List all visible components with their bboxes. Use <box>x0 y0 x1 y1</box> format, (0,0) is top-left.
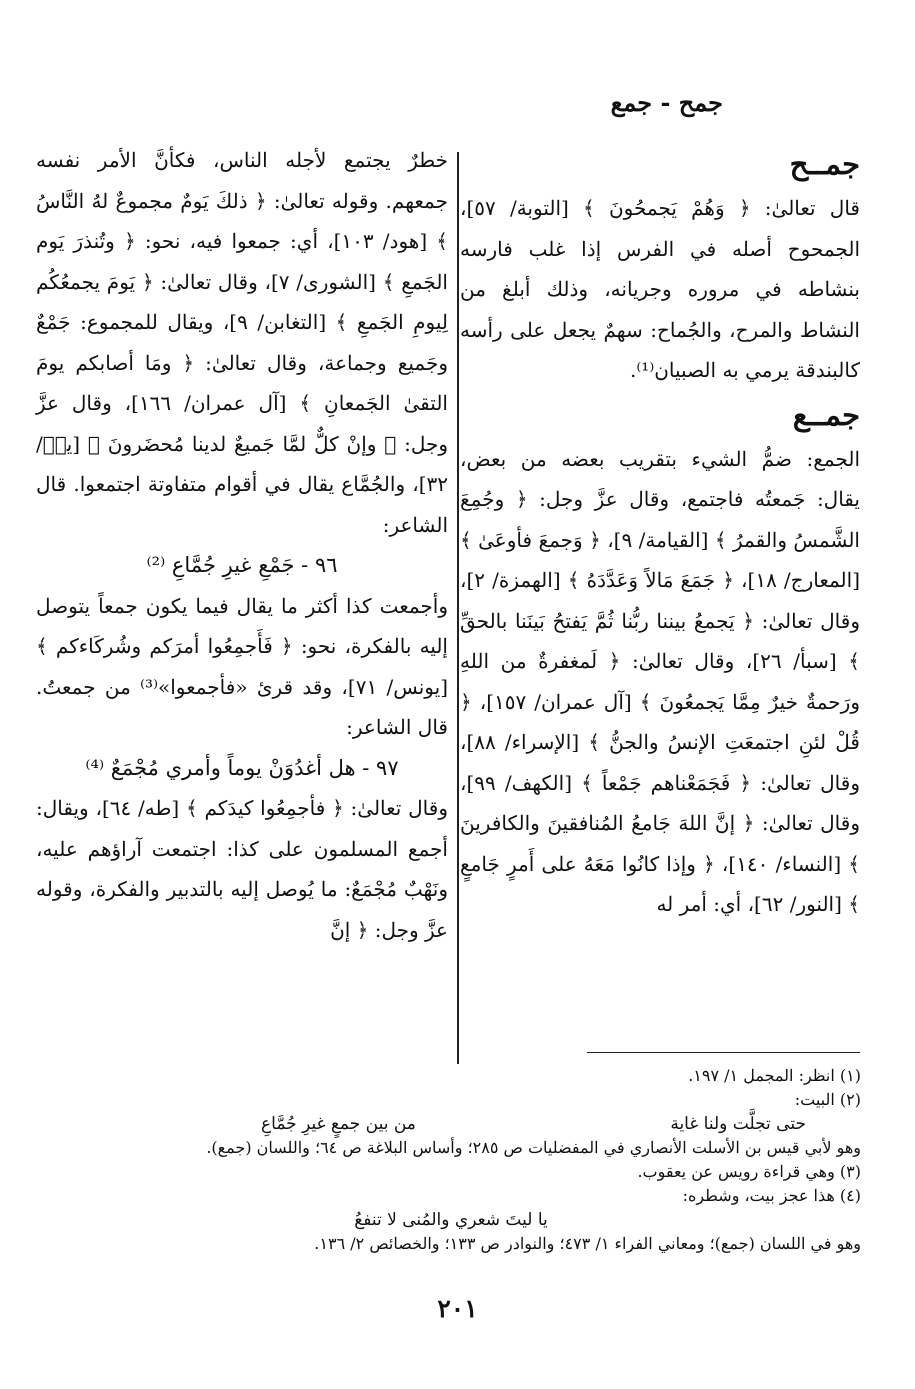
left-paragraph-2: وأجمعت كذا أكثر ما يقال فيما يكون جمعاً يتوصل إليه بالفكرة، نحو: ﴿ فَأَجمِعُوا أمرَكم وشُركَاءكم ﴾ [يونس/ ٧١]، وقد قرئ «فأجمعوا»⁽³⁾ من جمعتُ. قال الشاعر: <box>36 593 448 739</box>
poetry-verse-96: ٩٦ - جَمْعِ غيرِ جُمَّاعِ ⁽²⁾ <box>146 553 338 577</box>
left-paragraph-1: خطرٌ يجتمع لأجله الناس، فكأنَّ الأمر نفسه جمعهم. وقوله تعالىٰ: ﴿ ذلكَ يَومٌ مجموعٌ لهُ النَّاسُ ﴾ [هود/ ١٠٣]، أي: جمعوا فيه، نحو: ﴿ وتُنذرَ يَوم الجَمعِ ﴾ [الشورى/ ٧]، وقال تعالىٰ: ﴿ يَومَ يجمعُكُم لِيومِ الجَمعِ ﴾ [التغابن/ ٩]، ويقال للمجموع: جَمْعٌ وجَميع وجماعة، وقال تعالىٰ: ﴿ ومَا أصابكم يومَ التقىٰ الجَمعانِ ﴾ [آل عمران/ ١٦٦]، وقال عزَّ وجل: ﴿ وإنْ كلٌّ لمَّا جَميعٌ لدينا مُحضَرونَ ﴾ [يسۤ/ ٣٢]، والجُمَّاع يقال في أقوام متفاوتة اجتمعوا. قال الشاعر: <box>36 148 448 537</box>
right-column <box>460 140 860 925</box>
page-header-title: جمح - جمع <box>610 88 723 117</box>
left-column <box>36 140 448 950</box>
footnote-2-verse <box>41 1112 861 1136</box>
footnote-2-source: وهو لأبي قيس بن الأسلت الأنصاري في المفضليات ص ٢٨٥؛ وأساس البلاغة ص ٦٤؛ واللسان (جمع). <box>206 1138 861 1157</box>
page-number: ٢٠١ <box>437 1294 478 1323</box>
entry-text-jamaa: الجمع: ضمُّ الشيء بتقريب بعضه من بعض، يقال: جَمعتُه فاجتمع، وقال عزَّ وجل: ﴿ وجُمِعَ الشَّمسُ والقمرُ ﴾ [القيامة/ ٩]، ﴿ وَجمعَ فأوعَىٰ ﴾ [المعارج/ ١٨]، ﴿ جَمَعَ مَالاً وَعَدَّدَهُ ﴾ [الهمزة/ ٢]، وقال تعالىٰ: ﴿ يَجمعُ بيننا ربُّنا ثُمَّ يَفتحُ بَينَنا بالحقِّ ﴾ [سبأ/ ٢٦]، وقال تعالىٰ: ﴿ لَمغفرةٌ من اللهِ ورَحمةٌ خيرٌ مِمَّا يَجمعُونَ ﴾ [آل عمران/ ١٥٧]، ﴿ قُلْ لئنِ اجتمعَتِ الإنسُ والجنُّ ﴾ [الإسراء/ ٨٨]، وقال تعالىٰ: ﴿ فَجَمَعْناهم جَمْعاً ﴾ [الكهف/ ٩٩]، وقال تعالىٰ: ﴿ إنَّ اللهَ جَامعُ المُنافقينَ والكافرينَ ﴾ [النساء/ ١٤٠]، ﴿ وإذا كانُوا مَعَهُ على أَمرٍ جَامعٍ ﴾ [النور/ ٦٢]، أي: أمر له <box>460 446 861 916</box>
footnote-1: (١) انظر: المجمل ١/ ١٩٧. <box>688 1066 861 1085</box>
footnote-4-source: وهو في اللسان (جمع)؛ ومعاني الفراء ١/ ٤٧٣؛ والنوادر ص ١٣٣؛ والخصائص ٢/ ١٣٦. <box>314 1234 861 1253</box>
left-paragraph-3: وقال تعالىٰ: ﴿ فأجمِعُوا كيدَكم ﴾ [طه/ ٦٤]، ويقال: أجمع المسلمون على كذا: اجتمعت آراؤهم عليه، ونَهْبٌ مُجْمَعٌ: ما يُوصل إليه بالتدبير والفكرة، وقوله عزَّ وجل: ﴿ إنَّ <box>36 796 448 942</box>
footnote-2-label: (٢) البيت: <box>794 1090 861 1109</box>
entry-title-jamaha: جمــح <box>789 147 860 181</box>
column-divider <box>457 152 459 1064</box>
entry-text-jamaha: قال تعالىٰ: ﴿ وَهُمْ يَجمحُونَ ﴾ [التوبة/ ٥٧]، الجمحوح أصله في الفرس إذا غلب فارسه بنشاطه في مروره وجريانه، وذلك أبلغ من النشاط والمرح، والجُماح: سهمٌ يجعل على رأسه كالبندقة يرمي به الصبيان⁽¹⁾. <box>460 196 860 382</box>
footnote-4: (٤) هذا عجز بيت، وشطره: <box>682 1186 861 1205</box>
footnote-4-hemistich: يا ليتَ شعري والمُنى لا تنفعُ <box>354 1210 548 1230</box>
footnote-2-verse-second-half: من بين جمعٍ غيرِ جُمَّاعِ <box>261 1114 416 1134</box>
footnote-2-verse-first-half: حتى تجلَّت ولنا غاية <box>670 1114 806 1134</box>
footnote-separator <box>587 1052 860 1053</box>
entry-title-jamaa: جمــع <box>792 397 860 432</box>
footnotes <box>41 1064 861 1256</box>
footnote-3: (٣) وهي قراءة رويس عن يعقوب. <box>637 1162 861 1181</box>
poetry-verse-97: ٩٧ - هل أغدُوَنْ يوماً وأمري مُجْمَعٌ ⁽⁴⁾ <box>85 755 399 780</box>
